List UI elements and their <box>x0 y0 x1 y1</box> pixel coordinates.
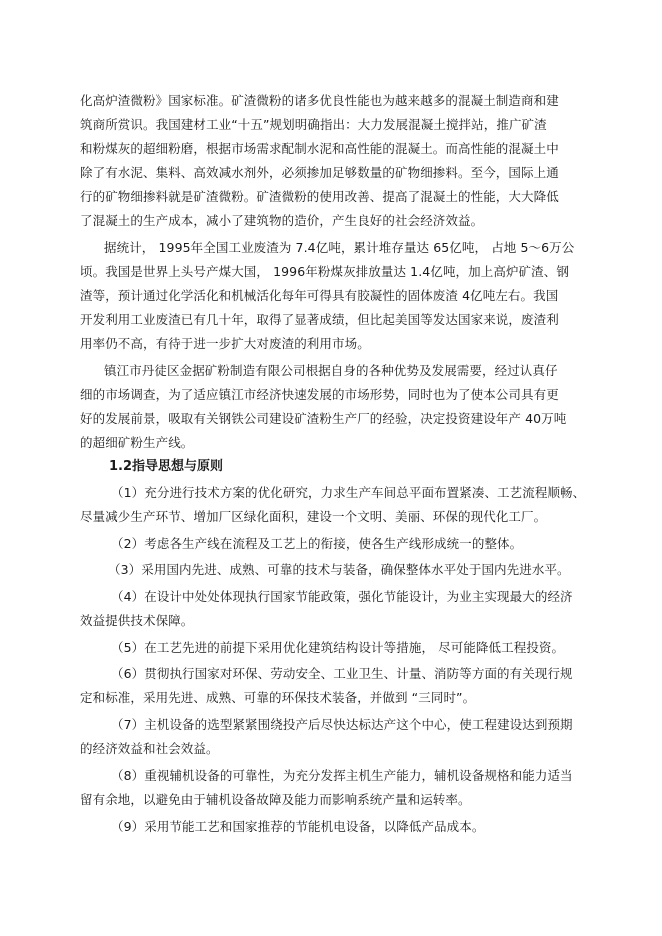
text-line: 镇江市丹徒区金据矿粉制造有限公司根据自身的各种优势及发展需要，经过认真仔 <box>104 363 558 378</box>
text-line: 留有余地，以避免由于辅机设备故障及能力而影响系统产量和运转率。 <box>80 792 471 807</box>
text-line: 行的矿物细掺料就是矿渣微粉。矿渣微粉的使用改善、提高了混凝土的性能，大大降低 <box>80 189 559 204</box>
text-line: 筑商所赏识。我国建材工业“十五”规划明确指出：大力发展混凝土搅拌站，推广矿渣 <box>80 117 547 132</box>
text-line: 的超细矿粉生产线。 <box>80 435 194 450</box>
text-line: 除了有水泥、集料、高效减水剂外，必须掺加足够数量的矿物细掺料。至今，国际上通 <box>80 165 559 180</box>
section-heading: 1.2指导思想与原则 <box>109 459 224 474</box>
text-line: 渣等，预计通过化学活化和机械活化每年可得具有胶凝性的固体废渣 4亿吨左右。我国 <box>80 288 559 303</box>
text-line: 据统计， 1995年全国工业废渣为 7.4亿吨，累计堆存量达 65亿吨， 占地 5～6万公 <box>104 240 575 255</box>
text-line: 的经济效益和社会效益。 <box>80 741 219 756</box>
text-line: 细的市场调查，为了适应镇江市经济快速发展的市场形势，同时也为了使本公司具有更 <box>80 387 559 402</box>
text-line: 效益提供技术保障。 <box>80 613 194 628</box>
text-line: 定和标准，采用先进、成熟、可靠的环保技术装备，并做到 “三同时”。 <box>80 690 476 705</box>
text-line: 用率仍不高，有待于进一步扩大对废渣的利用市场。 <box>80 336 370 351</box>
text-line: （4）在设计中处处体现执行国家节能政策，强化节能设计，为业主实现最大的经济 <box>111 589 573 604</box>
text-line: （8）重视辅机设备的可靠性，为充分发挥主机生产能力，辅机设备规格和能力适当 <box>111 768 573 783</box>
text-line: 尽量减少生产环节、增加厂区绿化面积，建设一个文明、美丽、环保的现代化工厂。 <box>80 509 547 524</box>
text-line: 了混凝土的生产成本，减小了建筑物的造价，产生良好的社会经济效益。 <box>80 213 484 228</box>
text-line: （6）贯彻执行国家对环保、劳动安全、工业卫生、计量、消防等方面的有关现行规 <box>111 666 573 681</box>
text-line: （3）采用国内先进、成熟、可靠的技术与装备，确保整体水平处于国内先进水平。 <box>108 562 570 577</box>
text-line: 和粉煤灰的超细粉磨，根据市场需求配制水泥和高性能的混凝土。而高性能的混凝土中 <box>80 141 559 156</box>
text-line: （5）在工艺先进的前提下采用优化建筑结构设计等措施， 尽可能降低工程投资。 <box>111 640 565 655</box>
text-line: （1）充分进行技术方案的优化研究，力求生产车间总平面布置紧凑、工艺流程顺畅、 <box>111 485 586 500</box>
text-line: 化高炉渣微粉》国家标准。矿渣微粉的诸多优良性能也为越来越多的混凝土制造商和建 <box>80 93 559 108</box>
text-line: 顷。我国是世界上头号产煤大国， 1996年粉煤灰排放量达 1.4亿吨，加上高炉矿渣、钢 <box>80 264 569 279</box>
text-line: （2）考虑各生产线在流程及工艺上的衔接，使各生产线形成统一的整体。 <box>111 536 523 551</box>
text-line: （7）主机设备的选型紧紧围绕投产后尽快达标达产这个中心，使工程建设达到预期 <box>111 717 573 732</box>
text-line: 好的发展前景，吸取有关钢铁公司建设矿渣粉生产厂的经验，决定投资建设年产 40万吨 <box>80 411 567 426</box>
text-line: 开发利用工业废渣已有几十年，取得了显著成绩，但比起美国等发达国家来说，废渣利 <box>80 312 559 327</box>
text-line: （9）采用节能工艺和国家推荐的节能机电设备，以降低产品成本。 <box>111 819 485 834</box>
